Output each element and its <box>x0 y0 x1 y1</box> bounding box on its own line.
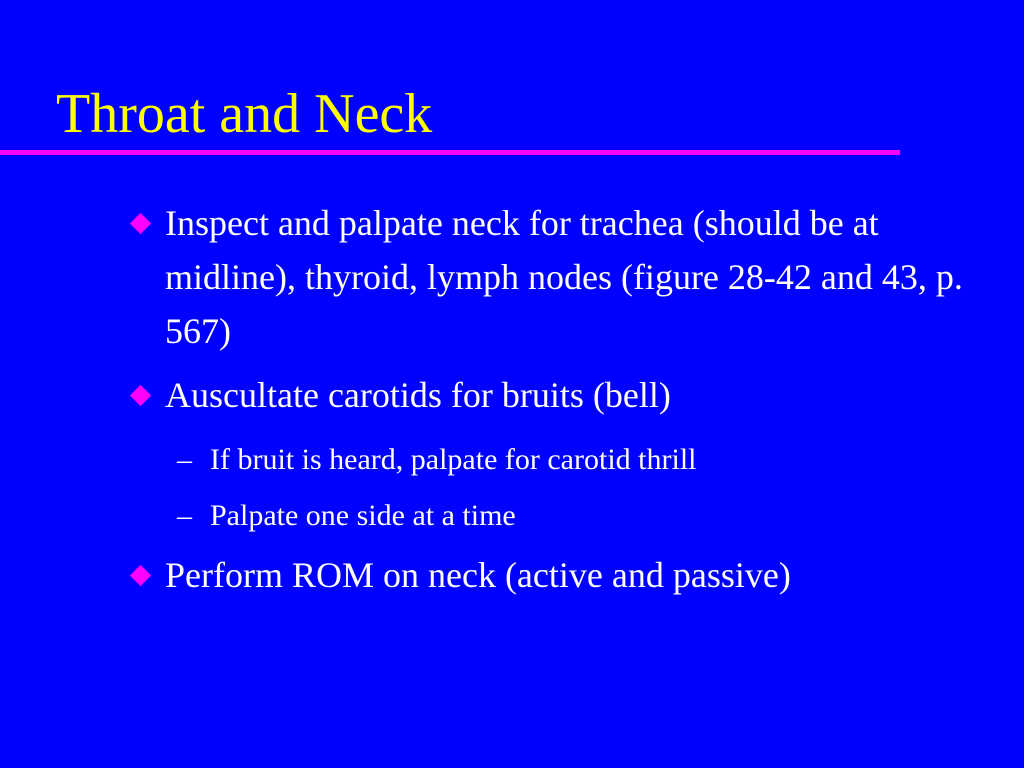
bullet-list <box>130 196 1000 612</box>
slide-title: Throat and Neck <box>56 83 433 145</box>
sub-bullet-text: If bruit is heard, palpate for carotid thrill <box>210 443 697 476</box>
bullet-text: Perform ROM on neck (active and passive) <box>165 555 791 595</box>
bullet-item <box>130 368 1000 422</box>
sub-bullet-item <box>130 432 1000 488</box>
diamond-bullet-icon <box>130 385 151 406</box>
diamond-bullet-icon <box>130 213 151 234</box>
diamond-bullet-icon <box>130 565 151 586</box>
title-divider <box>0 150 900 155</box>
dash-marker: – <box>177 443 192 476</box>
sub-bullet-text: Palpate one side at a time <box>210 499 516 532</box>
bullet-item <box>130 548 1000 602</box>
bullet-item <box>130 196 1000 358</box>
dash-marker: – <box>177 499 192 532</box>
sub-bullet-item <box>130 488 1000 544</box>
sub-bullet-list <box>130 432 1000 544</box>
bullet-text: Auscultate carotids for bruits (bell) <box>165 375 671 415</box>
bullet-text: Inspect and palpate neck for trachea (should be at midline), thyroid, lymph nodes (figure 28-42 and 43, p. 567) <box>165 203 963 351</box>
sub-bullet-group <box>130 432 1000 544</box>
